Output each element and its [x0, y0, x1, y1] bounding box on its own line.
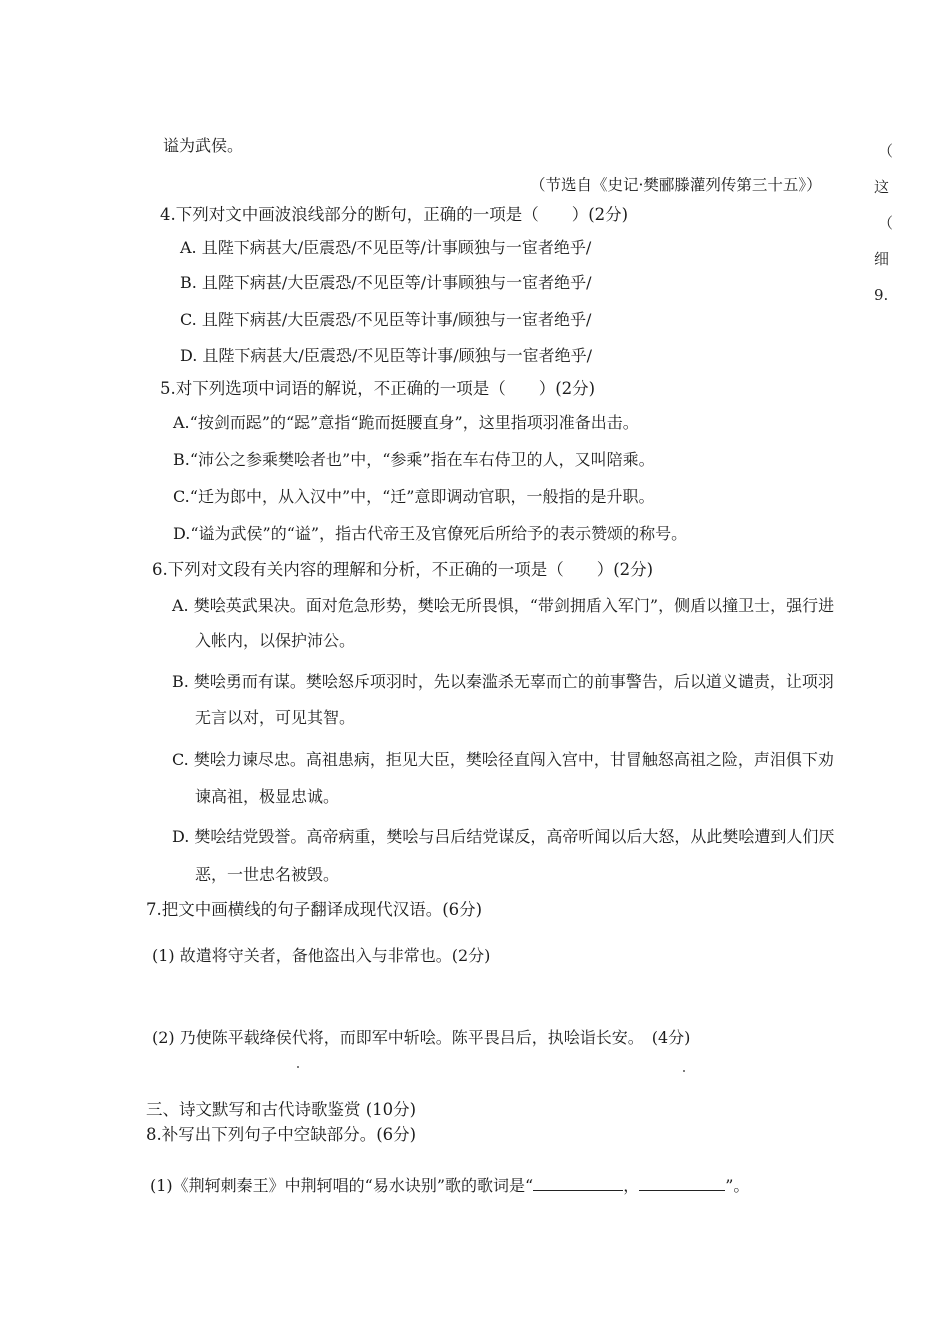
question-8-item-1-comma: ， — [623, 1176, 640, 1195]
scan-speck — [297, 1066, 299, 1068]
question-6-option-d-line2: 恶，一世忠名被毁。 — [195, 865, 340, 884]
margin-char: （ — [878, 214, 894, 232]
scan-speck — [683, 1070, 685, 1072]
margin-char: 细 — [874, 250, 890, 268]
question-4-option-a: A. 且陛下病甚大/臣震恐/不见臣等/计事顾独与一宦者绝乎/ — [180, 238, 592, 257]
question-4-stem: 4.下列对文中画波浪线部分的断句，正确的一项是（ ）(2分) — [160, 205, 629, 224]
question-6-option-b-line1: B. 樊哙勇而有谋。樊哙怒斥项羽时，先以秦滥杀无辜而亡的前事警告，后以道义谴责，让项羽 — [172, 672, 834, 691]
question-5-option-d: D.“谥为武侯”的“谥”，指古代帝王及官僚死后所给予的表示赞颂的称号。 — [173, 524, 688, 543]
question-8-item-1 — [150, 1174, 749, 1196]
margin-char: 这 — [874, 178, 890, 196]
question-6-option-c-line2: 谏高祖，极显忠诚。 — [195, 787, 340, 806]
question-4-option-b: B. 且陛下病甚/大臣震恐/不见臣等/计事顾独与一宦者绝乎/ — [180, 273, 592, 292]
answer-blank-1[interactable] — [533, 1174, 623, 1191]
question-8-item-1-prefix: (1)《荆轲刺秦王》中荆轲唱的“易水诀别”歌的歌词是“ — [150, 1176, 534, 1195]
question-5-option-a: A.“按剑而跽”的“跽”意指“跪而挺腰直身”，这里指项羽准备出击。 — [173, 413, 639, 432]
question-7-item-2: (2) 乃使陈平载绛侯代将，而即军中斩哙。陈平畏吕后，执哙诣长安。 (4分) — [152, 1028, 691, 1047]
margin-char: （ — [878, 142, 894, 160]
question-8-stem: 8.补写出下列句子中空缺部分。(6分) — [146, 1125, 417, 1144]
question-7-stem: 7.把文中画横线的句子翻译成现代汉语。(6分) — [146, 900, 483, 919]
question-8-item-1-suffix: ”。 — [725, 1176, 750, 1195]
question-4-option-c: C. 且陛下病甚/大臣震恐/不见臣等计事/顾独与一宦者绝乎/ — [180, 310, 592, 329]
source-citation: （节选自《史记·樊郦滕灌列传第三十五》） — [530, 176, 822, 194]
question-4-option-d: D. 且陛下病甚大/臣震恐/不见臣等计事/顾独与一宦者绝乎/ — [180, 346, 592, 365]
answer-blank-2[interactable] — [639, 1174, 725, 1191]
question-6-option-a-line2: 入帐内，以保护沛公。 — [195, 631, 356, 650]
question-6-stem: 6.下列对文段有关内容的理解和分析，不正确的一项是（ ）(2分) — [152, 560, 654, 579]
question-5-option-b: B.“沛公之参乘樊哙者也”中，“参乘”指在车右侍卫的人，又叫陪乘。 — [173, 450, 655, 469]
question-6-option-d-line1: D. 樊哙结党毁誉。高帝病重，樊哙与吕后结党谋反，高帝听闻以后大怒，从此樊哙遭到人们厌 — [172, 827, 835, 846]
question-6-option-c-line1: C. 樊哙力谏尽忠。高祖患病，拒见大臣，樊哙径直闯入宫中，甘冒触怒高祖之险，声泪俱下劝 — [172, 750, 834, 769]
question-5-option-c: C.“迁为郎中，从入汉中”中，“迁”意即调动官职，一般指的是升职。 — [173, 487, 655, 506]
question-6-option-b-line2: 无言以对，可见其智。 — [195, 708, 356, 727]
passage-end: 谥为武侯。 — [163, 136, 244, 155]
margin-char: 9. — [874, 286, 889, 304]
section-3-heading: 三、诗文默写和古代诗歌鉴赏 (10分) — [146, 1100, 417, 1119]
question-7-item-1: (1) 故遣将守关者，备他盗出入与非常也。(2分) — [152, 946, 491, 965]
question-6-option-a-line1: A. 樊哙英武果决。面对危急形势，樊哙无所畏惧，“带剑拥盾入军门”，侧盾以撞卫士，强行进 — [172, 596, 835, 615]
question-5-stem: 5.对下列选项中词语的解说，不正确的一项是（ ）(2分) — [160, 379, 596, 398]
